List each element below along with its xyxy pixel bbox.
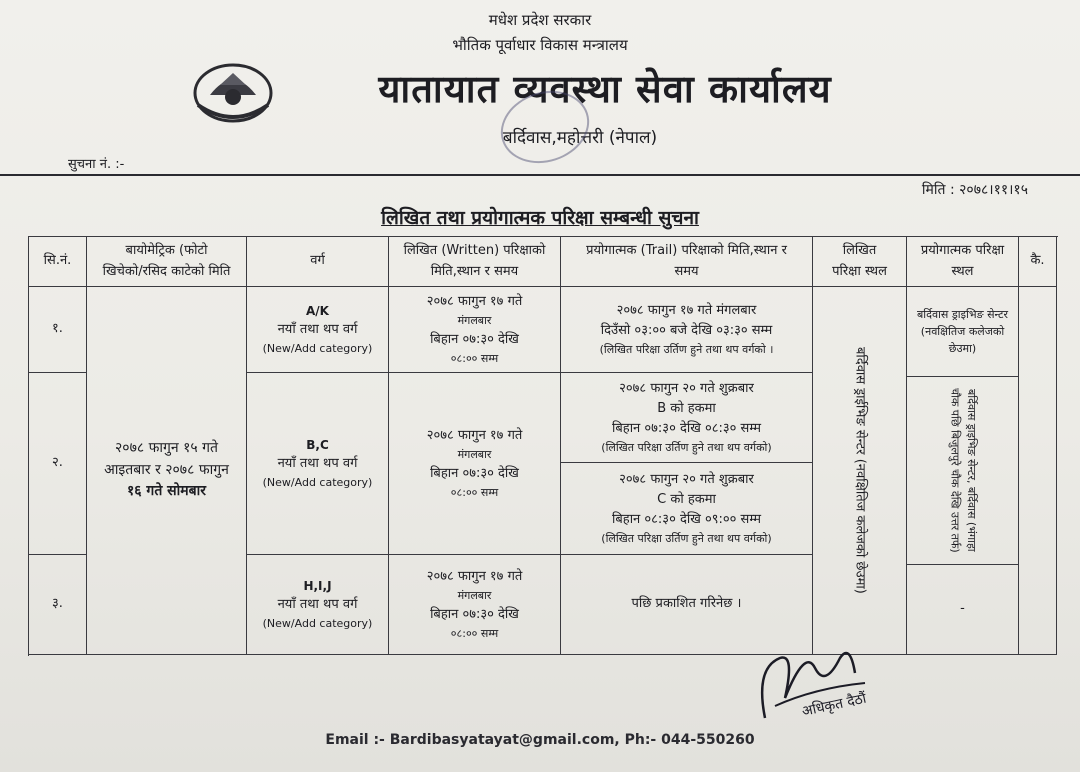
category-1-code: A/K bbox=[306, 303, 329, 318]
biometric-date bbox=[87, 287, 247, 655]
notice-title: लिखित तथा प्रयोगात्मक परिक्षा सम्बन्धी सुचना bbox=[381, 207, 699, 229]
written-1-day: मंगलबार bbox=[457, 314, 492, 328]
trial-1-time: दिउँसो ०३:०० बजे देखि ०३:३० सम्म bbox=[600, 322, 773, 338]
written-1 bbox=[389, 287, 561, 373]
office-name: यातायात व्यवस्था सेवा कार्यालय bbox=[378, 67, 832, 111]
header-trial-venue-line1: प्रयोगात्मक परिक्षा bbox=[920, 243, 1005, 259]
header-trial-line1: प्रयोगात्मक (Trail) परिक्षाको मिति,स्थान र bbox=[586, 243, 787, 259]
header-written-venue-line2: परिक्षा स्थल bbox=[832, 263, 887, 279]
trial-1-note: (लिखित परिक्षा उर्तिण हुने तथा थप वर्गको । bbox=[599, 343, 774, 357]
notice-date: मिति : २०७८।११।१५ bbox=[921, 182, 1028, 198]
written-1-from: बिहान ०७:३० देखि bbox=[430, 331, 519, 347]
trial-2c-class: C को हकमा bbox=[657, 491, 716, 507]
header-category-text: वर्ग bbox=[310, 253, 325, 269]
trial-2c bbox=[561, 463, 813, 555]
biometric-line2: आइतबार र २०७८ फागुन bbox=[104, 461, 229, 478]
category-2-desc: नयाँ तथा थप वर्ग bbox=[277, 456, 358, 472]
written-3-day: मंगलबार bbox=[457, 589, 492, 603]
header-sn-text: सि.नं. bbox=[43, 253, 72, 269]
notice-number-label: सुचना नं. :- bbox=[68, 157, 125, 172]
header-remarks-text: कै. bbox=[1030, 253, 1045, 269]
header-biometric-line2: खिचेको/रसिद काटेको मिति bbox=[102, 263, 231, 279]
written-2 bbox=[389, 373, 561, 555]
biometric-line1: २०७८ फागुन १५ गते bbox=[115, 439, 218, 456]
remarks-cell bbox=[1019, 287, 1057, 655]
header-trial-venue-line2: स्थल bbox=[951, 263, 974, 279]
header-biometric-line1: बायोमेट्रिक (फोटो bbox=[125, 243, 208, 259]
category-2-en: (New/Add category) bbox=[262, 476, 373, 490]
written-2-day: मंगलबार bbox=[457, 448, 492, 462]
trial-venue-1-text: बर्दिवास ड्राइभिङ सेन्टर (नवक्षितिज कलेजको छेउमा) bbox=[916, 307, 1009, 356]
contact-footer: Email :- Bardibasyatayat@gmail.com, Ph:- 044-550260 bbox=[325, 732, 755, 748]
category-2-code: B,C bbox=[306, 437, 329, 452]
category-2 bbox=[247, 373, 389, 555]
written-2-date: २०७८ फागुन १७ गते bbox=[426, 428, 523, 444]
category-1 bbox=[247, 287, 389, 373]
trial-2b-date: २०७८ फागुन २० गते शुक्रबार bbox=[619, 380, 754, 396]
trial-2b-time: बिहान ०७:३० देखि ०८:३० सम्म bbox=[612, 421, 761, 437]
header-sn bbox=[29, 237, 87, 287]
sn-2: २. bbox=[52, 455, 63, 471]
header-divider bbox=[0, 174, 1080, 176]
header-trial-line2: समय bbox=[674, 263, 699, 279]
header-written bbox=[389, 237, 561, 287]
header-biometric bbox=[87, 237, 247, 287]
sn-3: ३. bbox=[52, 596, 63, 612]
category-3-code: H,I,J bbox=[303, 578, 332, 593]
trial-1-date: २०७८ फागुन १७ गते मंगलबार bbox=[616, 302, 757, 318]
trial-venue-2 bbox=[907, 377, 1019, 565]
header-trial bbox=[561, 237, 813, 287]
written-3-from: बिहान ०७:३० देखि bbox=[430, 606, 519, 622]
category-3 bbox=[247, 555, 389, 655]
signature-caption: अधिकृत दैठौं bbox=[800, 690, 868, 720]
written-2-to: ०८:०० सम्म bbox=[450, 485, 499, 499]
written-3-to: ०८:०० सम्म bbox=[450, 626, 499, 640]
trial-2c-time: बिहान ०८:३० देखि ०९:०० सम्म bbox=[612, 512, 761, 528]
header-written-venue-line1: लिखित bbox=[842, 243, 877, 259]
trial-2c-date: २०७८ फागुन २० गते शुक्रबार bbox=[619, 471, 754, 487]
trial-2c-note: (लिखित परिक्षा उर्तिण हुने तथा थप वर्गको) bbox=[601, 532, 772, 546]
written-venue bbox=[813, 287, 907, 655]
header-written-venue bbox=[813, 237, 907, 287]
trial-3-text: पछि प्रकाशित गरिनेछ । bbox=[631, 596, 742, 612]
government-name: मधेश प्रदेश सरकार bbox=[488, 11, 592, 29]
biometric-line3: १६ गते सोमबार bbox=[127, 483, 206, 500]
category-3-en: (New/Add category) bbox=[262, 617, 373, 631]
trial-venue-3-text: - bbox=[960, 601, 965, 617]
trial-venue-3 bbox=[907, 565, 1019, 655]
trial-2b-note: (लिखित परिक्षा उर्तिण हुने तथा थप वर्गको) bbox=[601, 441, 772, 455]
category-1-desc: नयाँ तथा थप वर्ग bbox=[277, 322, 358, 338]
row-3-sn bbox=[29, 555, 87, 655]
office-location: बर्दिवास,महोत्तरी (नेपाल) bbox=[502, 128, 658, 148]
row-2-sn bbox=[29, 373, 87, 555]
trial-venue-2-text: बर्दिवास ड्राइभिङ सेन्टर, बर्दिवास (भंगाहा चौक पछि बिजुलपुरे चौक देखि उत्तर तर्फ) bbox=[948, 388, 978, 553]
written-venue-text: बर्दिवास ड्राईभिङ सेन्टर (नवक्षितिज कलेजको छेउमा) bbox=[852, 347, 868, 594]
category-1-en: (New/Add category) bbox=[262, 342, 373, 356]
written-3-date: २०७८ फागुन १७ गते bbox=[426, 569, 523, 585]
written-1-to: ०८:०० सम्म bbox=[450, 351, 499, 365]
row-1-sn bbox=[29, 287, 87, 373]
exam-schedule-table bbox=[28, 236, 1058, 656]
signature-icon bbox=[745, 628, 895, 728]
header-category bbox=[247, 237, 389, 287]
written-1-date: २०७८ फागुन १७ गते bbox=[426, 294, 523, 310]
category-3-desc: नयाँ तथा थप वर्ग bbox=[277, 597, 358, 613]
trial-2b-class: B को हकमा bbox=[657, 400, 716, 416]
written-2-from: बिहान ०७:३० देखि bbox=[430, 465, 519, 481]
sn-1: १. bbox=[52, 321, 63, 337]
trial-2b bbox=[561, 373, 813, 463]
trial-venue-1 bbox=[907, 287, 1019, 377]
header-remarks bbox=[1019, 237, 1057, 287]
trial-1 bbox=[561, 287, 813, 373]
header-trial-venue bbox=[907, 237, 1019, 287]
header-written-line2: मिति,स्थान र समय bbox=[430, 263, 519, 279]
header-written-line1: लिखित (Written) परिक्षाको bbox=[403, 243, 546, 259]
written-3 bbox=[389, 555, 561, 655]
ministry-name: भौतिक पूर्वाधार विकास मन्त्रालय bbox=[452, 36, 628, 54]
